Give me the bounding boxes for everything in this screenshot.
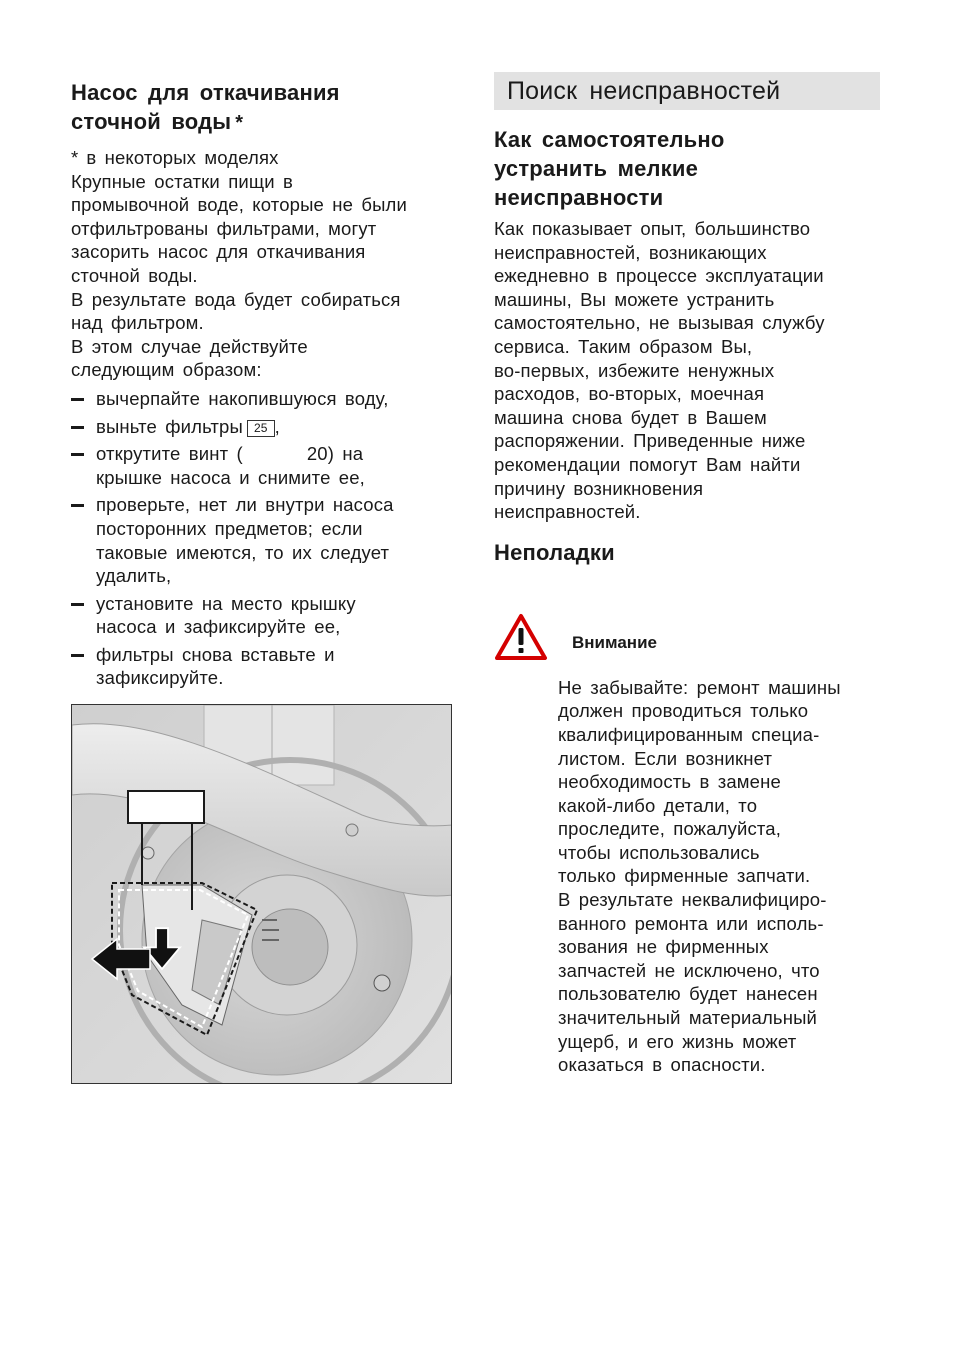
faults-heading: Неполадки [494, 539, 615, 565]
right-column [494, 72, 880, 1077]
text-line: машины, Вы можете устранить [494, 288, 775, 310]
text-line: насоса и зафиксируйте ее, [96, 616, 341, 638]
text-line: сервиса. Таким образом Вы, [494, 335, 753, 357]
text-line: над фильтром. [71, 312, 204, 334]
text-line: какой-либо детали, то [558, 794, 758, 816]
text-line: только фирменные запчати. [558, 865, 811, 887]
list-item [71, 493, 453, 587]
asterisk-mark: * [235, 112, 244, 134]
pump-section-title [71, 78, 453, 138]
heading-line: устранить мелкие [494, 156, 699, 181]
text-line: рекомендации помогут Вам найти [494, 453, 801, 475]
text-line: Как показывает опыт, большинство [494, 218, 811, 239]
dash-bullet-icon [71, 654, 84, 657]
dash-bullet-icon [71, 453, 84, 456]
text-line: Крупные остатки пищи в [71, 170, 293, 192]
text-line: отфильтрованы фильтрами, могут [71, 217, 377, 239]
model-note-text: в некоторых моделях [86, 147, 279, 168]
model-note [71, 146, 453, 170]
text-line: ежедневно в процессе эксплуатации [494, 265, 824, 287]
text-line: таковые имеются, то их следует [96, 541, 390, 563]
pump-title-line2: сточной воды [71, 109, 232, 134]
dash-bullet-icon [71, 603, 84, 606]
pump-diagram-svg [72, 705, 452, 1084]
heading-line: неисправности [494, 185, 664, 210]
heading-line: Как самостоятельно [494, 127, 725, 152]
arm-screw [346, 824, 358, 836]
text-line: промывочной воде, которые не были [71, 194, 407, 216]
text-line: посторонних предметов; если [96, 517, 363, 539]
text-line: неисправностей. [494, 501, 641, 523]
callout-label-box [128, 791, 204, 823]
text-line: фильтры снова вставьте и [96, 643, 335, 665]
text-line: расходов, во-вторых, моечная [494, 383, 765, 405]
text-line: квалифицированным специа- [558, 723, 820, 745]
pump-title-line1: Насос для откачивания [71, 80, 340, 105]
text-line: , [274, 415, 280, 437]
text-line: крышке насоса и снимите ее, [96, 466, 365, 488]
text-line: вычерпайте накопившуюся воду, [96, 387, 389, 409]
pump-illustration [71, 704, 452, 1084]
text-line: необходимость в замене [558, 771, 781, 793]
text-line: Не забывайте: ремонт машины [558, 676, 841, 698]
warning-label: Внимание [572, 632, 657, 652]
text-line: чтобы использовались [558, 841, 760, 863]
text-line: 20) на [306, 443, 364, 465]
text-line: В этом случае действуйте [71, 335, 308, 357]
paragraph-water-collect [71, 288, 453, 335]
warning-text [558, 676, 880, 1077]
text-line: установите на место крышку [96, 592, 356, 614]
list-item [71, 592, 453, 639]
text-line: неисправностей, возникающих [494, 241, 767, 263]
screw-top [142, 847, 154, 859]
warning-triangle-icon [494, 613, 548, 661]
text-line: запчастей не исключено, что [558, 959, 820, 981]
dash-bullet-icon [71, 398, 84, 401]
dash-bullet-icon [71, 504, 84, 507]
text-line: В результате неквалифициро- [558, 889, 827, 911]
text-line: сточной воды. [71, 264, 198, 286]
asterisk-mark: * [71, 147, 79, 168]
text-line: проверьте, нет ли внутри насоса [96, 494, 394, 516]
text-line: ванного ремонта или исполь- [558, 912, 824, 934]
text-line: следующим образом: [71, 359, 262, 381]
text-line: распоряжении. Приведенные ниже [494, 430, 806, 452]
text-line: ущерб, и его жизнь может [558, 1030, 797, 1052]
text-line: машина снова будет в Вашем [494, 406, 767, 428]
figure-reference-box: 25 [247, 420, 275, 437]
text-line: засорить насос для откачивания [71, 241, 366, 263]
screw-right [374, 975, 390, 991]
self-repair-heading [494, 125, 880, 212]
text-line: значительный материальный [558, 1007, 818, 1029]
text-line: должен проводиться только [558, 700, 809, 722]
text-line: оказаться в опасности. [558, 1054, 766, 1076]
self-repair-paragraph [494, 217, 880, 524]
text-line: самостоятельно, не вызывая службу [494, 312, 825, 334]
paragraph-food-remains [71, 170, 453, 288]
text-line: зафиксируйте. [96, 667, 224, 689]
warning-header [494, 613, 880, 663]
text-line: В результате вода будет собираться [71, 288, 401, 310]
list-item [71, 643, 453, 690]
text-line: проследите, пожалуйста, [558, 818, 782, 840]
text-line: листом. Если возникнет [558, 747, 773, 769]
text-line: удалить, [96, 565, 172, 587]
text-line: выньте фильтры [96, 415, 243, 437]
text-line: открутите винт ( [96, 443, 243, 465]
section-header-bar [494, 72, 880, 110]
text-line: причину возникновения [494, 477, 704, 499]
list-item [71, 442, 453, 489]
text-line: пользователю будет нанесен [558, 983, 818, 1005]
steps-list [71, 387, 453, 690]
list-item [71, 415, 453, 439]
text-line: зования не фирменных [558, 936, 769, 958]
text-line: во-первых, избежите ненужных [494, 359, 775, 381]
section-title: Поиск неисправностей [507, 76, 781, 105]
list-item [71, 387, 453, 411]
paragraph-instructions-intro [71, 335, 453, 382]
left-column [71, 78, 453, 694]
dash-bullet-icon [71, 426, 84, 429]
